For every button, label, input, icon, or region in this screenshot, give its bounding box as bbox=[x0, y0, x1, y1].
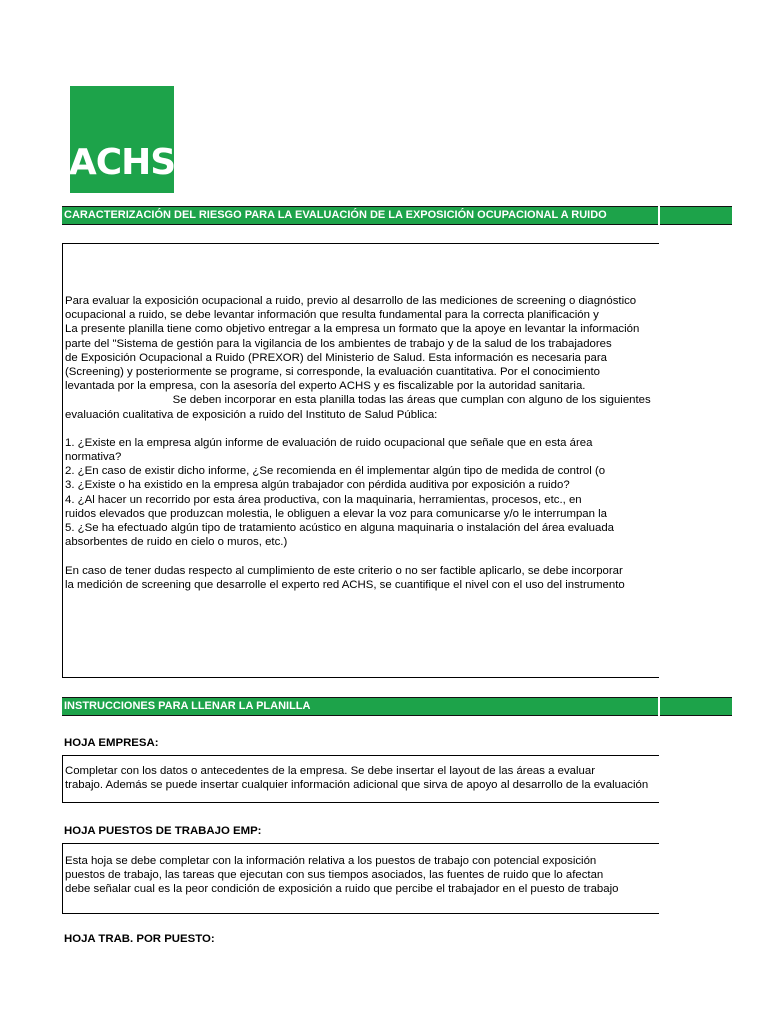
text-line: normativa? bbox=[65, 451, 122, 464]
hoja-puestos-text-box bbox=[62, 843, 659, 914]
cell-divider bbox=[658, 206, 660, 225]
caracterizacion-text bbox=[65, 294, 659, 592]
text-line: de Exposición Ocupacional a Ruido (PREXOR) del Ministerio de Salud. Esta información es necesaria para bbox=[65, 351, 607, 364]
heading-hoja-trab: HOJA TRAB. POR PUESTO: bbox=[64, 933, 215, 945]
section-title: CARACTERIZACIÓN DEL RIESGO PARA LA EVALUACIÓN DE LA EXPOSICIÓN OCUPACIONAL A RUIDO bbox=[64, 208, 658, 223]
text-line: levantada por la empresa, con la asesoría del experto ACHS y es fiscalizable por la autoridad sanitaria. bbox=[65, 380, 586, 393]
text-line: evaluación cualitativa de exposición a ruido del Instituto de Salud Pública: bbox=[65, 408, 438, 421]
text-line: 1. ¿Existe en la empresa algún informe de evaluación de ruido ocupacional que señale que en esta área bbox=[65, 436, 593, 449]
text-line: En caso de tener dudas respecto al cumplimiento de este criterio o no ser factible aplicarlo, se debe incorporar bbox=[65, 564, 623, 577]
hoja-empresa-text-box bbox=[62, 755, 659, 803]
heading-hoja-empresa: HOJA EMPRESA: bbox=[64, 737, 159, 749]
section-header-caracterizacion bbox=[62, 206, 732, 225]
section-header-instrucciones bbox=[62, 697, 732, 716]
text-line: (Screening) y posteriormente se programe, si corresponde, la evaluación cuantitativa. Por el conocimiento bbox=[65, 365, 600, 378]
blank-line bbox=[65, 422, 659, 436]
text-line: 2. ¿En caso de existir dicho informe, ¿Se recomienda en él implementar algún tipo de medida de control (o bbox=[65, 465, 606, 478]
achs-logo bbox=[70, 86, 174, 193]
text-line: 5. ¿Se ha efectuado algún tipo de tratamiento acústico en alguna maquinaria o instalación del área evaluada bbox=[65, 522, 615, 534]
text-line: parte del "Sistema de gestión para la vigilancia de los ambientes de trabajo y de la salud de los trabajadores bbox=[65, 337, 612, 350]
text-line: Para evaluar la exposición ocupacional a ruido, previo al desarrollo de las mediciones de screening o diagnóstico bbox=[65, 295, 637, 307]
text-line: La presente planilla tiene como objetivo entregar a la empresa un formato que la apoye en levantar la información bbox=[65, 323, 640, 336]
text-line: la medición de screening que desarrolle el experto red ACHS, se cuantifique el nivel con el uso del instrumento bbox=[65, 578, 625, 591]
text-line: ocupacional a ruido, se debe levantar información que resulta fundamental para la correcta planificación y bbox=[65, 309, 599, 322]
cell-divider bbox=[658, 697, 660, 716]
heading-hoja-puestos: HOJA PUESTOS DE TRABAJO EMP: bbox=[64, 825, 262, 837]
caracterizacion-text-box bbox=[62, 243, 659, 678]
text-line: puestos de trabajo, las tareas que ejecutan con sus tiempos asociados, las fuentes de ruido que lo afectan bbox=[65, 869, 604, 882]
hoja-empresa-text bbox=[65, 764, 659, 792]
text-line: ruidos elevados que produzcan molestia, le obliguen a elevar la voz para comunicarse y/o le interrumpan la bbox=[65, 507, 607, 520]
text-line: 4. ¿Al hacer un recorrido por esta área productiva, con la maquinaria, herramientas, procesos, etc., en bbox=[65, 493, 582, 506]
text-line: Esta hoja se debe completar con la información relativa a los puestos de trabajo con potencial exposición bbox=[65, 855, 597, 867]
hoja-puestos-text bbox=[65, 854, 659, 897]
blank-line bbox=[65, 549, 659, 563]
text-line: 3. ¿Existe o ha existido en la empresa algún trabajador con pérdida auditiva por exposición a ruido? bbox=[65, 479, 570, 492]
text-line: Completar con los datos o antecedentes de la empresa. Se debe insertar el layout de las áreas a evaluar bbox=[65, 765, 595, 777]
text-line: trabajo. Además se puede insertar cualquier información adicional que sirva de apoyo al desarrollo de la evaluación bbox=[65, 779, 649, 792]
logo-text: ACHS bbox=[68, 142, 176, 183]
text-line: debe señalar cual es la peor condición de exposición a ruido que percibe el trabajador en el puesto de trabajo bbox=[65, 883, 619, 896]
text-line: Se deben incorporar en esta planilla todas las áreas que cumplan con alguno de los siguientes bbox=[65, 394, 651, 407]
section-title: INSTRUCCIONES PARA LLENAR LA PLANILLA bbox=[64, 699, 658, 714]
text-line: absorbentes de ruido en cielo o muros, etc.) bbox=[65, 536, 288, 549]
